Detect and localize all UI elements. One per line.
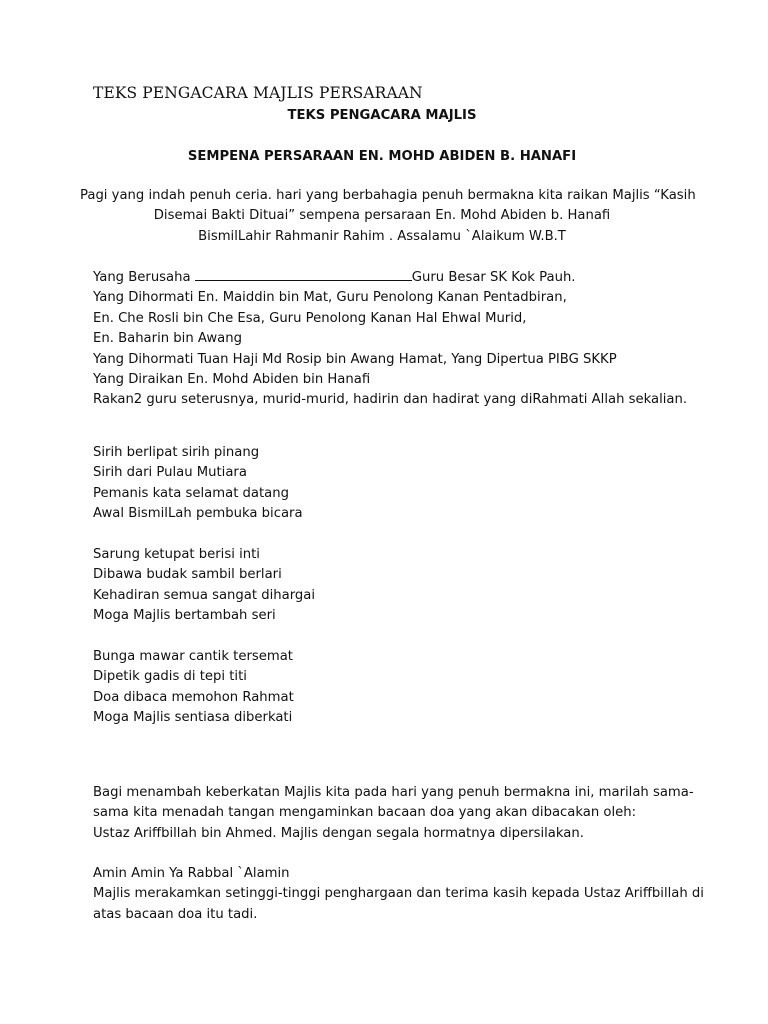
intro-line: Pagi yang indah penuh ceria. hari yang berbahagia penuh bermakna kita raikan Majlis “Kasih (80, 188, 696, 203)
greeting-prefix: Yang Berusaha (93, 270, 195, 285)
pantun-verse-1 (93, 443, 693, 525)
intro-paragraph (80, 186, 696, 247)
main-heading: TEKS PENGACARA MAJLIS (287, 108, 477, 123)
greetings-list (93, 267, 693, 411)
pantun-line: Pemanis kata selamat datang (93, 485, 289, 501)
intro-line: Disemai Bakti Dituai” sempena persaraan En. Mohd Abiden b. Hanafi (153, 208, 611, 224)
greeting-line: Yang Dihormati Tuan Haji Md Rosip bin Awang Hamat, Yang Dipertua PIBG SKKP (93, 351, 617, 367)
pantun-line: Kehadiran semua sangat dihargai (93, 587, 315, 603)
pantun-line: Dipetik gadis di tepi titi (93, 669, 247, 685)
greeting-line-headmaster (93, 267, 693, 288)
doa-line: sama kita menadah tangan mengaminkan bacaan doa yang akan dibacakan oleh: (93, 805, 637, 821)
greeting-line: En. Che Rosli bin Che Esa, Guru Penolong Kanan Hal Ehwal Murid, (93, 310, 527, 326)
pantun-line: Moga Majlis sentiasa diberkati (93, 710, 293, 726)
closing-paragraph (93, 864, 704, 925)
pantun-line: Bunga mawar cantik tersemat (93, 649, 293, 664)
doa-paragraph (93, 783, 693, 844)
greeting-line: Rakan2 guru seterusnya, murid-murid, hadirin dan hadirat yang diRahmati Allah sekalian. (93, 392, 688, 408)
pantun-line: Awal BismilLah pembuka bicara (93, 506, 303, 522)
pantun-line: Moga Majlis bertambah seri (93, 608, 276, 624)
greeting-suffix: Guru Besar SK Kok Pauh. (411, 270, 576, 285)
pantun-line: Doa dibaca memohon Rahmat (93, 689, 294, 705)
greeting-line: En. Baharin bin Awang (93, 331, 242, 347)
closing-line: Majlis merakamkan setinggi-tinggi penghargaan dan terima kasih kepada Ustaz Ariffbillah di (93, 886, 704, 902)
document-title: TEKS PENGACARA MAJLIS PERSARAAN (93, 84, 423, 102)
doa-line: Bagi menambah keberkatan Majlis kita pada hari yang penuh bermakna ini, marilah sama- (93, 785, 694, 800)
pantun-line: Sirih dari Pulau Mutiara (93, 465, 247, 481)
pantun-line: Sarung ketupat berisi inti (93, 547, 260, 562)
greeting-line: Yang Diraikan En. Mohd Abiden bin Hanafi (93, 372, 371, 388)
intro-line: BismilLahir Rahmanir Rahim . Assalamu `Alaikum W.B.T (198, 228, 566, 244)
greeting-line: Yang Dihormati En. Maiddin bin Mat, Guru Penolong Kanan Pentadbiran, (93, 290, 567, 306)
closing-line: atas bacaan doa itu tadi. (93, 906, 258, 922)
closing-line: Amin Amin Ya Rabbal `Alamin (93, 866, 290, 881)
pantun-line: Sirih berlipat sirih pinang (93, 445, 260, 460)
blank-name-line (195, 267, 412, 281)
doa-line: Ustaz Ariffbillah bin Ahmed. Majlis dengan segala hormatnya dipersilakan. (93, 825, 584, 841)
pantun-verse-3 (93, 647, 693, 729)
sub-heading: SEMPENA PERSARAAN EN. MOHD ABIDEN B. HANAFI (187, 149, 577, 164)
pantun-line: Dibawa budak sambil berlari (93, 567, 282, 583)
pantun-verse-2 (93, 545, 693, 627)
